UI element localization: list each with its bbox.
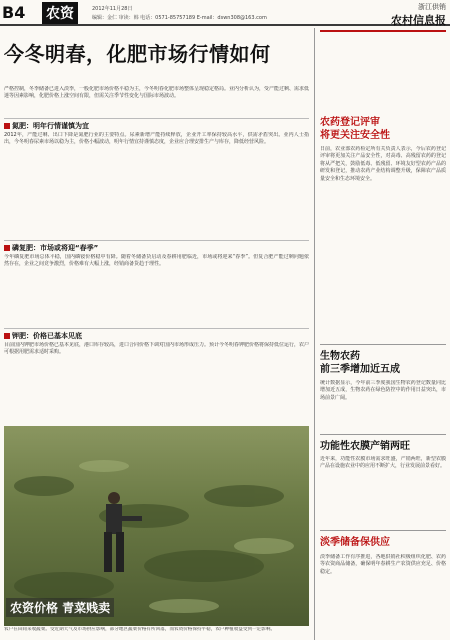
right-headline-1 — [320, 116, 446, 142]
right-headline-4: 淡季储备保供应 — [320, 537, 390, 548]
potash-text: 目前国内钾肥市场价格已基本见底，港口库存较高，进口合同价格下调对国内市场形成压力。预计今冬明春钾肥价格将保持低位运行，农户可根据用肥需求适时采购。 — [4, 342, 309, 356]
right-divider — [320, 530, 446, 531]
farm-photo — [4, 426, 309, 626]
brand — [391, 2, 446, 28]
subhead-marker-icon — [4, 245, 10, 251]
page-number: B4 — [2, 3, 26, 22]
right-article-4-text: 淡季储备工作有序推进，各地供销社积极组织化肥、农药等农资商品储备，确保明年春耕生产农资供应充足、价格稳定。 — [320, 554, 446, 575]
nitrogen-text: 2012年，产能过剩、出口下降是氮肥行业的主要特点。尿素新增产能持续释放，企业开工率保持较高水平，供需矛盾突出。业内人士指出，今冬明春尿素市场以稳为主，价格小幅波动，明年行情宜持谨慎态度，企业应合理安排生产与库存，降低经营风险。 — [4, 132, 309, 146]
subhead-phosphate — [4, 240, 309, 252]
photo-caption: 农户在田间采收蔬菜。受近期天气及市场供应影响，部分地区蔬菜价格有所回落，而农资价格保持平稳，农户种植收益受到一定影响。 — [4, 627, 276, 632]
right-column-bar — [320, 30, 446, 32]
masthead — [0, 0, 450, 26]
phosphate-text: 今年磷复肥市场总体平稳，国内磷铵价格稳中有降。随着冬储备货启动及春耕用肥临近，市场或将迎来“春季”。但复合肥产能过剩问题依然存在，企业之间竞争激烈，价格难有大幅上涨，经销商备货趋于理性。 — [4, 254, 309, 268]
issue-date: 2012年11月28日 — [92, 6, 133, 12]
photo-overlay-title: 农资价格 青菜贱卖 — [6, 598, 114, 617]
subhead-marker-icon — [4, 333, 10, 339]
subhead-potash-label: 钾肥：价格已基本见底 — [12, 332, 82, 340]
right-headline-2-line-1: 生物农药 — [320, 351, 360, 362]
section-name: 农资 — [42, 2, 78, 24]
brand-main: 农村信息报 — [391, 14, 446, 27]
column-divider — [314, 28, 315, 640]
right-headline-2-line-2: 前三季增加近五成 — [320, 364, 400, 375]
main-headline: 今冬明春，化肥市场行情如何 — [4, 42, 271, 66]
right-article-1-text: 日前，农业部农药检定所有关负责人表示，今后农药登记评审将更加关注产品安全性，对高毒、高残留农药的登记将从严把关，鼓励低毒、低残留、环境友好型农药产品的研发和登记，推动农药产业结构调整升级，保障农产品质量安全和生态环境安全。 — [320, 146, 446, 182]
right-headline-2 — [320, 350, 446, 376]
right-headline-1-line-2: 将更关注安全性 — [320, 130, 390, 141]
subhead-potash — [4, 328, 309, 340]
intro-text: 严格控制，冬季储备已进入淡季，一般化肥市场价格平稳为主，今冬明春化肥市场整体呈现稳定格局。业内分析认为，受产能过剩、需求低迷等因素影响，化肥价格上涨空间有限，但需关注季节性变化与国际市场波动。 — [4, 86, 309, 100]
subhead-phosphate-label: 磷复肥：市场或将迎“春季” — [12, 244, 99, 252]
farm-photo-image — [4, 426, 309, 626]
right-headline-3: 功能性农膜产销两旺 — [320, 441, 410, 452]
subhead-marker-icon — [4, 123, 10, 129]
brand-top: 浙江供销 — [418, 3, 446, 11]
subhead-nitrogen-label: 氮肥：明年行情谨慎为宜 — [12, 122, 89, 130]
right-divider — [320, 434, 446, 435]
subhead-nitrogen — [4, 118, 309, 130]
right-headline-1-line-1: 农药登记评审 — [320, 117, 380, 128]
right-article-2-text: 统计数据显示，今年前三季度我国生物农药登记数量同比增加近五成，生物农药在绿色防控中的作用日益突出，市场前景广阔。 — [320, 380, 446, 401]
right-article-3-text: 近年来，功能性农膜市场需求旺盛，产销两旺，新型农膜产品在设施农业中的应用不断扩大，行业发展前景看好。 — [320, 456, 446, 470]
right-divider — [320, 344, 446, 345]
editor-info: 编辑：金仁 审读：韩 电话：0571-85757189 E-mail：dswn308@163.com — [92, 15, 267, 21]
